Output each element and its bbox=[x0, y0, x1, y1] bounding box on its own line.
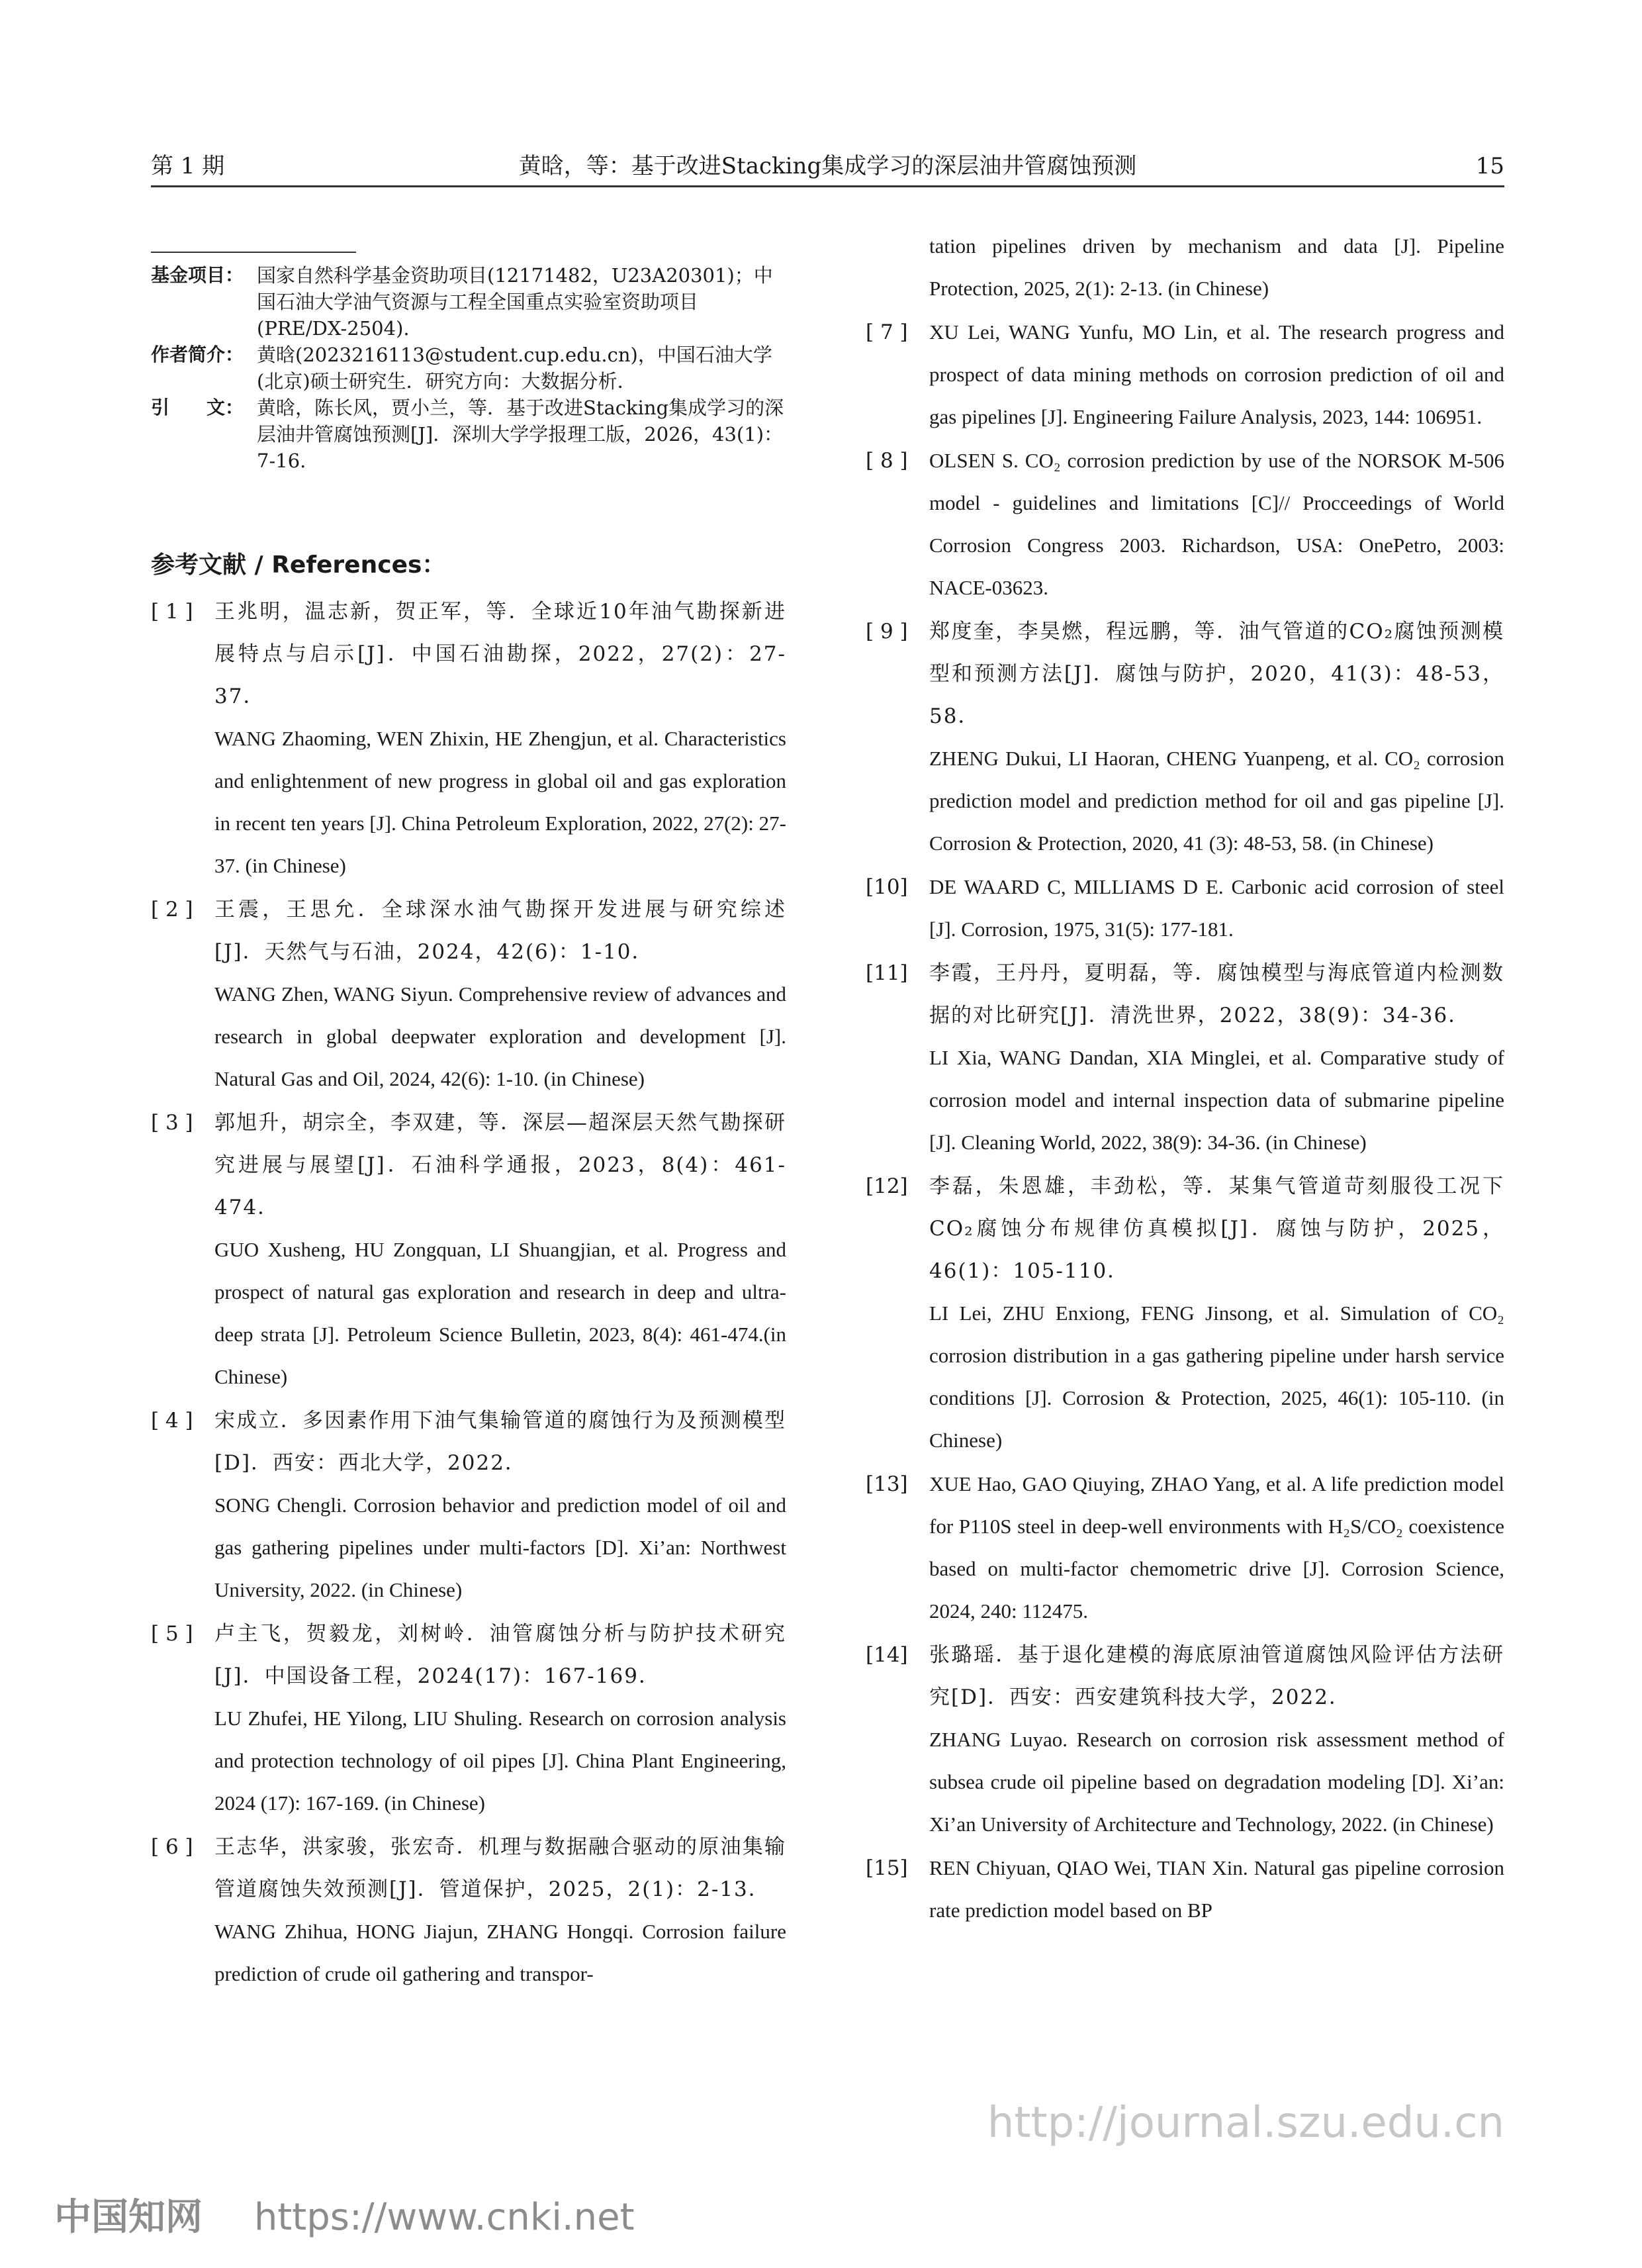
meta-row-author bbox=[151, 342, 786, 395]
reference-item bbox=[866, 1463, 1504, 1632]
references-heading: 参考文献 / References： bbox=[151, 551, 446, 579]
right-column bbox=[866, 225, 1504, 1933]
reference-zh: 王志华，洪家骏，张宏奇．机理与数据融合驱动的原油集输管道腐蚀失效预测[J]．管道保护，2025，2(1)：2-13． bbox=[214, 1835, 786, 1901]
reference-zh: 王兆明，温志新，贺正军，等．全球近10年油气勘探新进展特点与启示[J]．中国石油勘探，2022，27(2)：27-37． bbox=[214, 600, 786, 708]
left-column bbox=[151, 225, 786, 1997]
reference-item bbox=[866, 1165, 1504, 1462]
reference-item bbox=[866, 866, 1504, 951]
reference-en: DE WAARD C, MILLIAMS D E. Carbonic acid corrosion of steel [J]. Corrosion, 1975, 31(5): 177-181. bbox=[929, 875, 1504, 941]
reference-en: LU Zhufei, HE Yilong, LIU Shuling. Research on corrosion analysis and protection technology of oil pipes [J]. China Plant Engineering, 2024 (17): 167-169. (in Chinese) bbox=[214, 1707, 786, 1815]
reference-item bbox=[151, 1399, 786, 1611]
article-meta bbox=[151, 262, 786, 474]
reference-number: [ 6 ] bbox=[151, 1835, 193, 1859]
meta-row-citation bbox=[151, 395, 786, 474]
reference-number: [ 8 ] bbox=[866, 449, 908, 473]
reference-number: [13] bbox=[866, 1472, 908, 1496]
cnki-url[interactable]: https://www.cnki.net bbox=[253, 2196, 635, 2239]
reference-zh: 郭旭升，胡宗全，李双建，等．深层—超深层天然气勘探研究进展与展望[J]．石油科学通报，2023，8(4)：461-474． bbox=[214, 1111, 786, 1219]
meta-text: 黄晗，陈长风，贾小兰，等．基于改进Stacking集成学习的深层油井管腐蚀预测[J]．深圳大学学报理工版，2026，43(1)：7-16. bbox=[257, 397, 784, 472]
reference-item bbox=[866, 440, 1504, 609]
reference-en: WANG Zhen, WANG Siyun. Comprehensive review of advances and research in global deepwater exploration and development [J]. Natural Gas and Oil, 2024, 42(6): 1-10. (in Chinese) bbox=[214, 982, 786, 1090]
running-header bbox=[151, 147, 1504, 187]
reference-number: [12] bbox=[866, 1174, 908, 1198]
reference-number: [ 3 ] bbox=[151, 1111, 193, 1135]
reference-item bbox=[866, 952, 1504, 1164]
reference-en: ZHANG Luyao. Research on corrosion risk assessment method of subsea crude oil pipeline based on degradation modeling [D]. Xi’an: Xi’an University of Architecture and Technology, 2022. (in Chinese) bbox=[929, 1728, 1504, 1836]
reference-item bbox=[866, 1847, 1504, 1932]
reference-zh: 李磊，朱恩雄，丰劲松，等．某集气管道苛刻服役工况下CO₂腐蚀分布规律仿真模拟[J]．腐蚀与防护，2025，46(1)：105-110． bbox=[929, 1174, 1504, 1283]
reference-item bbox=[151, 1613, 786, 1824]
reference-number: [ 4 ] bbox=[151, 1409, 193, 1433]
reference-number: [ 1 ] bbox=[151, 600, 193, 624]
reference-number: [10] bbox=[866, 875, 908, 899]
reference-en: ZHENG Dukui, LI Haoran, CHENG Yuanpeng, et al. CO₂ corrosion prediction model and prediction method for oil and gas pipeline [J]. Corrosion & Protection, 2020, 41 (3): 48-53, 58. (in Chinese) bbox=[929, 747, 1504, 855]
reference-en: OLSEN S. CO₂ corrosion prediction by use of the NORSOK M-506 model - guidelines and limitations [C]// Procceedings of World Corrosion Congress 2003. Richardson, USA: OnePetro, 2003: NACE-03623. bbox=[929, 449, 1504, 599]
cnki-brand: 中国知网 bbox=[54, 2196, 203, 2239]
reference-list-left bbox=[151, 591, 786, 1995]
meta-text: 黄晗(2023216113@student.cup.edu.cn)，中国石油大学(北京)硕士研究生．研究方向：大数据分析． bbox=[257, 344, 772, 393]
reference-en: WANG Zhihua, HONG Jiajun, ZHANG Hongqi. Corrosion failure prediction of crude oil gathering and transpor- bbox=[214, 1920, 786, 1985]
meta-label: 引 文： bbox=[151, 397, 244, 418]
reference-item bbox=[866, 1634, 1504, 1846]
reference-number: [14] bbox=[866, 1643, 908, 1667]
reference-en: GUO Xusheng, HU Zongquan, LI Shuangjian, et al. Progress and prospect of natural gas exploration and research in deep and ultra-deep strata [J]. Petroleum Science Bulletin, 2023, 8(4): 461-474.(in Chinese) bbox=[214, 1238, 786, 1388]
reference-zh: 王震，王思允．全球深水油气勘探开发进展与研究综述[J]．天然气与石油，2024，42(6)：1-10． bbox=[214, 898, 786, 964]
reference-number: [11] bbox=[866, 961, 908, 985]
reference-en: LI Xia, WANG Dandan, XIA Minglei, et al. Comparative study of corrosion model and internal inspection data of submarine pipeline [J]. Cleaning World, 2022, 38(9): 34-36. (in Chinese) bbox=[929, 1046, 1504, 1154]
reference-item bbox=[151, 1826, 786, 1995]
page-number: 15 bbox=[1475, 153, 1504, 179]
meta-label: 基金项目： bbox=[151, 264, 244, 286]
reference-zh: 卢主飞，贺毅龙，刘树岭．油管腐蚀分析与防护技术研究[J]．中国设备工程，2024(17)：167-169． bbox=[214, 1622, 786, 1688]
reference-number: [ 2 ] bbox=[151, 898, 193, 921]
reference-number: [15] bbox=[866, 1856, 908, 1880]
issue-number: 第 1 期 bbox=[151, 153, 225, 179]
reference-list-right bbox=[866, 311, 1504, 1932]
reference-item bbox=[151, 888, 786, 1100]
cnki-footer bbox=[54, 2188, 635, 2241]
reference-item bbox=[866, 610, 1504, 865]
reference-zh: 宋成立．多因素作用下油气集输管道的腐蚀行为及预测模型[D]．西安：西北大学，2022． bbox=[214, 1409, 786, 1475]
meta-row-funding bbox=[151, 262, 786, 342]
journal-watermark-url: http://journal.szu.edu.cn bbox=[987, 2099, 1504, 2148]
reference-number: [ 7 ] bbox=[866, 320, 908, 344]
reference-en: XUE Hao, GAO Qiuying, ZHAO Yang, et al. A life prediction model for P110S steel in deep-well environments with H₂S/CO₂ coexistence based on multi-factor chemometric drive [J]. Corrosion Science, 2024, 240: 112475. bbox=[929, 1472, 1504, 1623]
reference-item bbox=[151, 591, 786, 887]
reference-zh: 郑度奎，李昊燃，程远鹏，等．油气管道的CO₂腐蚀预测模型和预测方法[J]．腐蚀与防护，2020，41(3)：48-53，58． bbox=[929, 620, 1504, 728]
reference-zh: 李霞，王丹丹，夏明磊，等．腐蚀模型与海底管道内检测数据的对比研究[J]．清洗世界，2022，38(9)：34-36． bbox=[929, 961, 1504, 1027]
reference-continuation: tation pipelines driven by mechanism and data [J]. Pipeline Protection, 2025, 2(1): 2-13. (in Chinese) bbox=[929, 234, 1504, 300]
footnote-rule bbox=[151, 252, 356, 253]
reference-en: LI Lei, ZHU Enxiong, FENG Jinsong, et al. Simulation of CO₂ corrosion distribution in a gas gathering pipeline under harsh service conditions [J]. Corrosion & Protection, 2025, 46(1): 105-110. (in Chinese) bbox=[929, 1301, 1504, 1452]
meta-label: 作者简介： bbox=[151, 344, 244, 365]
reference-en: WANG Zhaoming, WEN Zhixin, HE Zhengjun, et al. Characteristics and enlightenment of new progress in global oil and gas exploration in recent ten years [J]. China Petroleum Exploration, 2022, 27(2): 27-37. (in Chinese) bbox=[214, 727, 786, 877]
reference-item bbox=[866, 311, 1504, 438]
reference-en: SONG Chengli. Corrosion behavior and prediction model of oil and gas gathering pipelines under multi-factors [D]. Xi’an: Northwest University, 2022. (in Chinese) bbox=[214, 1493, 786, 1601]
reference-zh: 张璐瑶．基于退化建模的海底原油管道腐蚀风险评估方法研究[D]．西安：西安建筑科技大学，2022． bbox=[929, 1643, 1504, 1709]
reference-en: XU Lei, WANG Yunfu, MO Lin, et al. The research progress and prospect of data mining methods on corrosion prediction of oil and gas pipelines [J]. Engineering Failure Analysis, 2023, 144: 106951. bbox=[929, 320, 1504, 428]
meta-text: 国家自然科学基金资助项目(12171482，U23A20301)；中国石油大学油气资源与工程全国重点实验室资助项目(PRE/DX-2504). bbox=[257, 264, 773, 340]
reference-number: [ 9 ] bbox=[866, 620, 908, 643]
reference-item bbox=[151, 1102, 786, 1398]
reference-en: REN Chiyuan, QIAO Wei, TIAN Xin. Natural gas pipeline corrosion rate prediction model based on BP bbox=[929, 1856, 1504, 1922]
reference-number: [ 5 ] bbox=[151, 1622, 193, 1646]
running-title: 黄晗，等：基于改进Stacking集成学习的深层油井管腐蚀预测 bbox=[518, 153, 1137, 179]
